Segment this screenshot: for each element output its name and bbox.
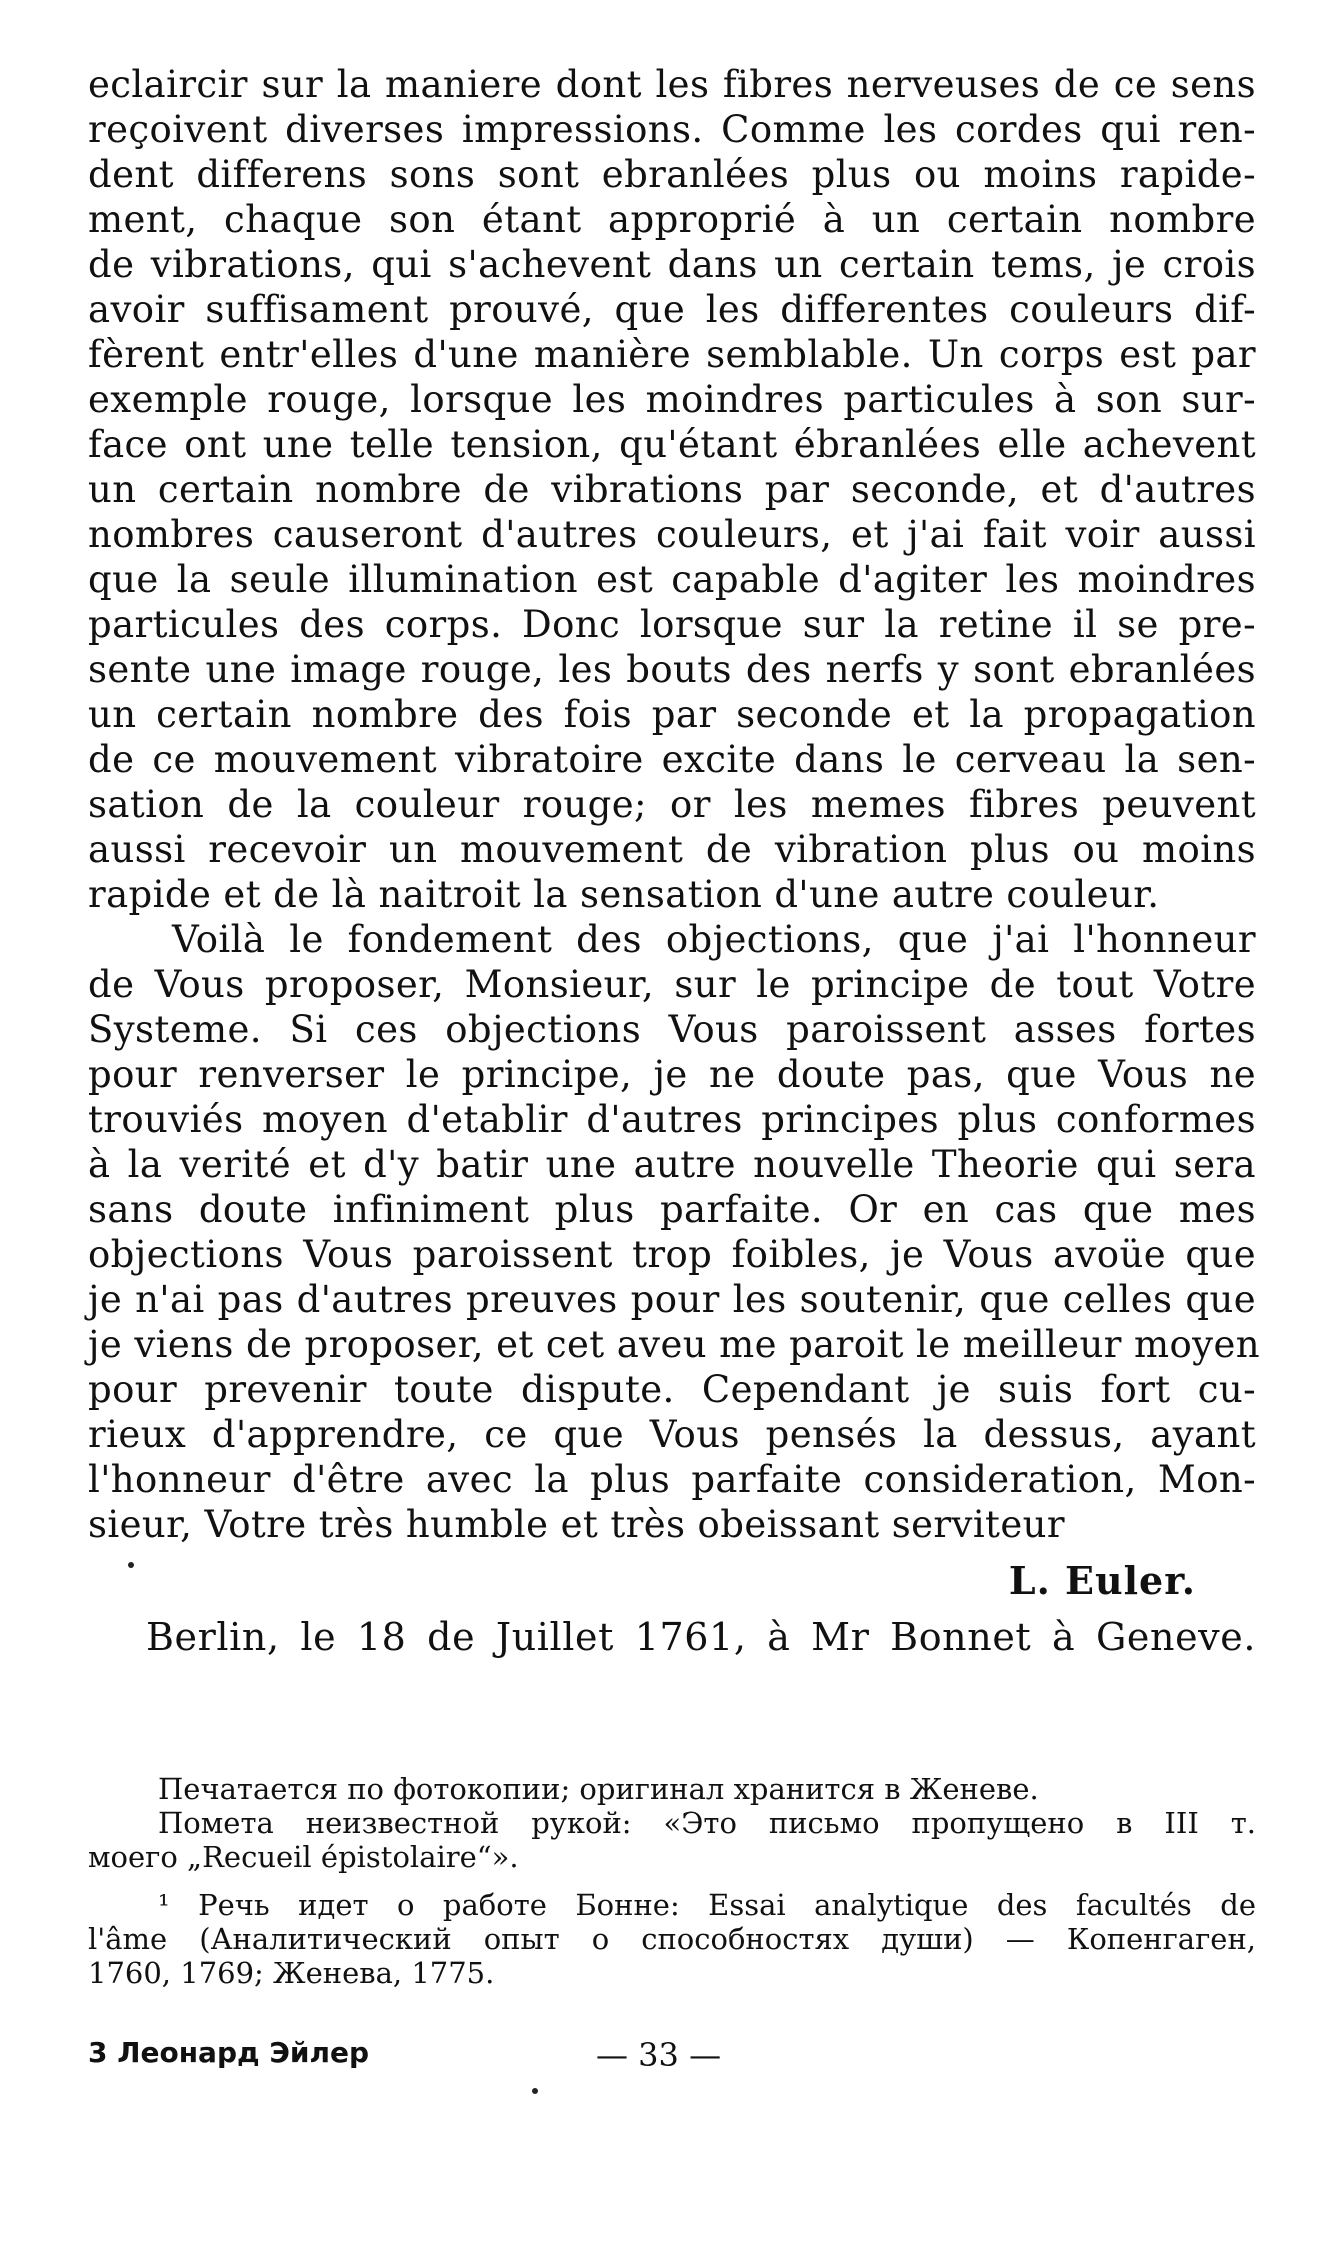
text-line: je n'ai pas d'autres preuves pour les soutenir, que celles que [88, 1278, 1256, 1321]
dateline: Berlin, le 18 de Juillet 1761, à Mr Bonnet à Geneve. [146, 1615, 1256, 1659]
mark-note: моего „Recueil épistolaire“». [88, 1840, 519, 1874]
text-line: pour renverser le principe, je ne doute pas, que Vous ne [88, 1053, 1256, 1096]
text-line: sans doute infiniment plus parfaite. Or en cas que mes [88, 1188, 1256, 1231]
text-line: exemple rouge, lorsque les moindres particules à son sur- [88, 378, 1256, 421]
text-line: de vibrations, qui s'achevent dans un certain tems, je crois [88, 243, 1256, 286]
text-line: un certain nombre de vibrations par seconde, et d'autres [88, 468, 1256, 511]
text-line: à la verité et d'y batir une autre nouvelle Theorie qui sera [88, 1143, 1256, 1186]
print-speck [532, 2088, 538, 2094]
source-note: Печатается по фотокопии; оригинал хранится в Женеве. [158, 1772, 1039, 1806]
print-speck [128, 1562, 134, 1568]
text-line: pour prevenir toute dispute. Cependant je suis fort cu- [88, 1368, 1256, 1411]
footnote: 1760, 1769; Женева, 1775. [88, 1956, 495, 1990]
text-line: sente une image rouge, les bouts des nerfs y sont ebranlées [88, 648, 1256, 691]
text-line: Systeme. Si ces objections Vous paroissent asses fortes [88, 1008, 1256, 1051]
signature: L. Euler. [1008, 1558, 1196, 1603]
text-line: que la seule illumination est capable d'agiter les moindres [88, 558, 1256, 601]
text-line: de ce mouvement vibratoire excite dans le cerveau la sen- [88, 738, 1256, 781]
text-line: nombres causeront d'autres couleurs, et j'ai fait voir aussi [88, 513, 1256, 556]
text-line: dent differens sons sont ebranlées plus ou moins rapide- [88, 153, 1256, 196]
paragraph-start-line: Voilà le fondement des objections, que j'ai l'honneur [172, 918, 1256, 961]
text-line: objections Vous paroissent trop foibles, je Vous avoüe que [88, 1233, 1256, 1276]
text-line: eclaircir sur la maniere dont les fibres nerveuses de ce sens [88, 63, 1256, 106]
text-line: un certain nombre des fois par seconde et la propagation [88, 693, 1256, 736]
page-footer [88, 2036, 1256, 2076]
text-line: sieur, Votre très humble et très obeissant serviteur [88, 1503, 1065, 1546]
text-line: rieux d'apprendre, ce que Vous pensés la dessus, ayant [88, 1413, 1256, 1456]
footnote: ¹ Речь идет о работе Бонне: Essai analytique des facultés de [158, 1888, 1256, 1922]
mark-note: Помета неизвестной рукой: «Это письмо пропущено в III т. [158, 1806, 1256, 1840]
sheet-mark: 3 Леонард Эйлер [88, 2036, 370, 2069]
text-line: avoir suffisament prouvé, que les differentes couleurs dif- [88, 288, 1256, 331]
text-line: l'honneur d'être avec la plus parfaite consideration, Mon- [88, 1458, 1256, 1501]
text-line: reçoivent diverses impressions. Comme les cordes qui ren- [88, 108, 1256, 151]
text-line: aussi recevoir un mouvement de vibration plus ou moins [88, 828, 1256, 871]
footnote: l'âme (Аналитический опыт о способностях души) — Копенгаген, [88, 1922, 1256, 1956]
text-line: rapide et de là naitroit la sensation d'une autre couleur. [88, 873, 1160, 916]
note-gap [88, 1874, 1256, 1888]
text-line: je viens de proposer, et cet aveu me paroit le meilleur moyen [88, 1323, 1260, 1366]
page-number: — 33 — [596, 2036, 722, 2074]
text-line: sation de la couleur rouge; or les memes fibres peuvent [88, 783, 1256, 826]
editorial-notes [88, 1772, 1256, 1990]
text-line: trouviés moyen d'etablir d'autres principes plus conformes [88, 1098, 1256, 1141]
letter-body [88, 62, 1260, 1547]
text-line: ment, chaque son étant approprié à un certain nombre [88, 198, 1256, 241]
text-line: de Vous proposer, Monsieur, sur le principe de tout Votre [88, 963, 1256, 1006]
text-line: fèrent entr'elles d'une manière semblable. Un corps est par [88, 333, 1256, 376]
text-line: face ont une telle tension, qu'étant ébranlées elle achevent [88, 423, 1256, 466]
text-line: particules des corps. Donc lorsque sur la retine il se pre- [88, 603, 1256, 646]
